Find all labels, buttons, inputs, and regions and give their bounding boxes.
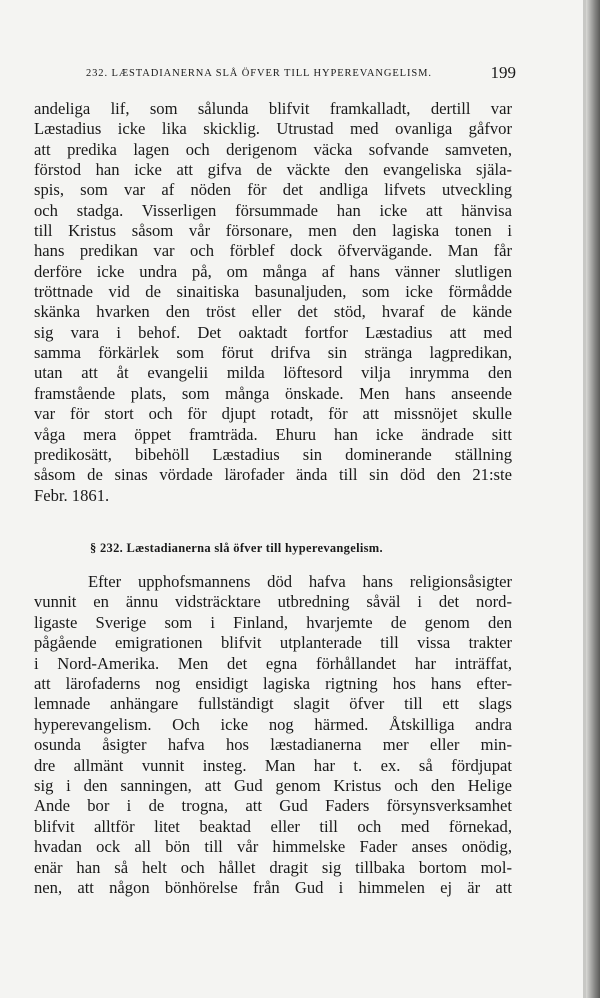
text-line: samma förkärlek som förut drifva sin stränga lagpredikan, — [34, 343, 512, 363]
text-line: hans predikan var och förblef dock öfvervägande. Man får — [34, 241, 512, 261]
text-line: Efter upphofsmannens död hafva hans religionsåsigter — [88, 572, 512, 591]
text-line: ligaste Sverige som i Finland, hvarjemte de genom den — [34, 612, 512, 632]
paragraph-continued — [34, 99, 512, 506]
section-heading: § 232. Læstadianerna slå öfver till hyperevangelism. — [90, 541, 383, 555]
text-line: pågående emigrationen blifvit utplanterade till vissa trakter — [34, 633, 512, 653]
text-line: hyperevangelism. Och icke nog härmed. Åtskilliga andra — [34, 714, 512, 734]
page-number: 199 — [490, 63, 516, 82]
running-header — [64, 63, 516, 87]
scan-edge — [586, 0, 600, 998]
text-line: och stadga. Visserligen försummade han icke att hänvisa — [34, 200, 512, 220]
text-line: blifvit alltför litet beaktad eller till och med förnekad, — [34, 816, 512, 836]
text-line: förstod han icke att gifva de väckte den evangeliska själa- — [34, 160, 512, 180]
text-line: våga mera öppet framträda. Ehuru han icke ändrade sitt — [34, 424, 512, 444]
text-line: att lärofaderns nog ensidigt lagiska rigtning hos hans efter- — [34, 674, 512, 694]
text-line: predikosätt, bibehöll Læstadius sin dominerande ställning — [34, 444, 512, 464]
text-line: nen, att någon bönhörelse från Gud i himmelen ej är att — [34, 878, 512, 898]
text-line: tröttnade vid de sinaitiska basunaljuden, som icke förmådde — [34, 282, 512, 302]
text-line: lemnade anhängare fullständigt slagit öfver till ett slags — [34, 694, 512, 714]
text-line: dre allmänt vunnit insteg. Man har t. ex. så fördjupat — [34, 755, 512, 775]
text-line: till Kristus såsom vår försonare, men den lagiska tonen i — [34, 221, 512, 241]
text-line: andeliga lif, som sålunda blifvit framkalladt, dertill var — [34, 99, 512, 118]
text-line: Ande bor i de trogna, att Gud Faders försynsverksamhet — [34, 796, 512, 816]
text-line: spis, som var af nöden för det andliga lifvets utveckling — [34, 180, 512, 200]
text-line: framstående plats, som många önskade. Men hans anseende — [34, 383, 512, 403]
text-line: att predika lagen och derigenom väcka sofvande samveten, — [34, 139, 512, 159]
running-title: 232. LÆSTADIANERNA SLÅ ÖFVER TILL HYPEREVANGELISM. — [86, 68, 432, 79]
text-line: vunnit en ännu vidsträcktare utbredning såväl i det nord- — [34, 592, 512, 612]
text-line: i Nord-Amerika. Men det egna förhållandet har inträffat, — [34, 653, 512, 673]
text-line: hvadan ock all bön till vår himmelske Fader anses onödig, — [34, 837, 512, 857]
text-line: såsom de sinas vördade lärofader ända till sin död den 21:ste — [34, 465, 512, 485]
text-line: sig i den sanningen, att Gud genom Kristus och den Helige — [34, 776, 512, 796]
text-line: osunda åsigter hafva hos læstadianerna mer eller min- — [34, 735, 512, 755]
text-line: Læstadius icke lika skicklig. Utrustad med ovanliga gåfvor — [34, 119, 512, 139]
text-line: enär han så helt och hållet dragit sig tillbaka bortom mol- — [34, 857, 512, 877]
section-paragraph — [34, 572, 512, 899]
text-line: sig vara i behof. Det oaktadt fortfor Læstadius att med — [34, 322, 512, 342]
text-line: skänka hvarken den tröst eller det stöd, hvaraf de kände — [34, 302, 512, 322]
text-line: derföre icke undra på, om många af hans vänner slutligen — [34, 261, 512, 281]
text-line: var för stort och för djupt rotadt, för att missnöjet skulle — [34, 404, 512, 424]
text-line: utan att åt evangelii milda löftesord vilja inrymma den — [34, 363, 512, 383]
text-line: Febr. 1861. — [34, 485, 110, 505]
